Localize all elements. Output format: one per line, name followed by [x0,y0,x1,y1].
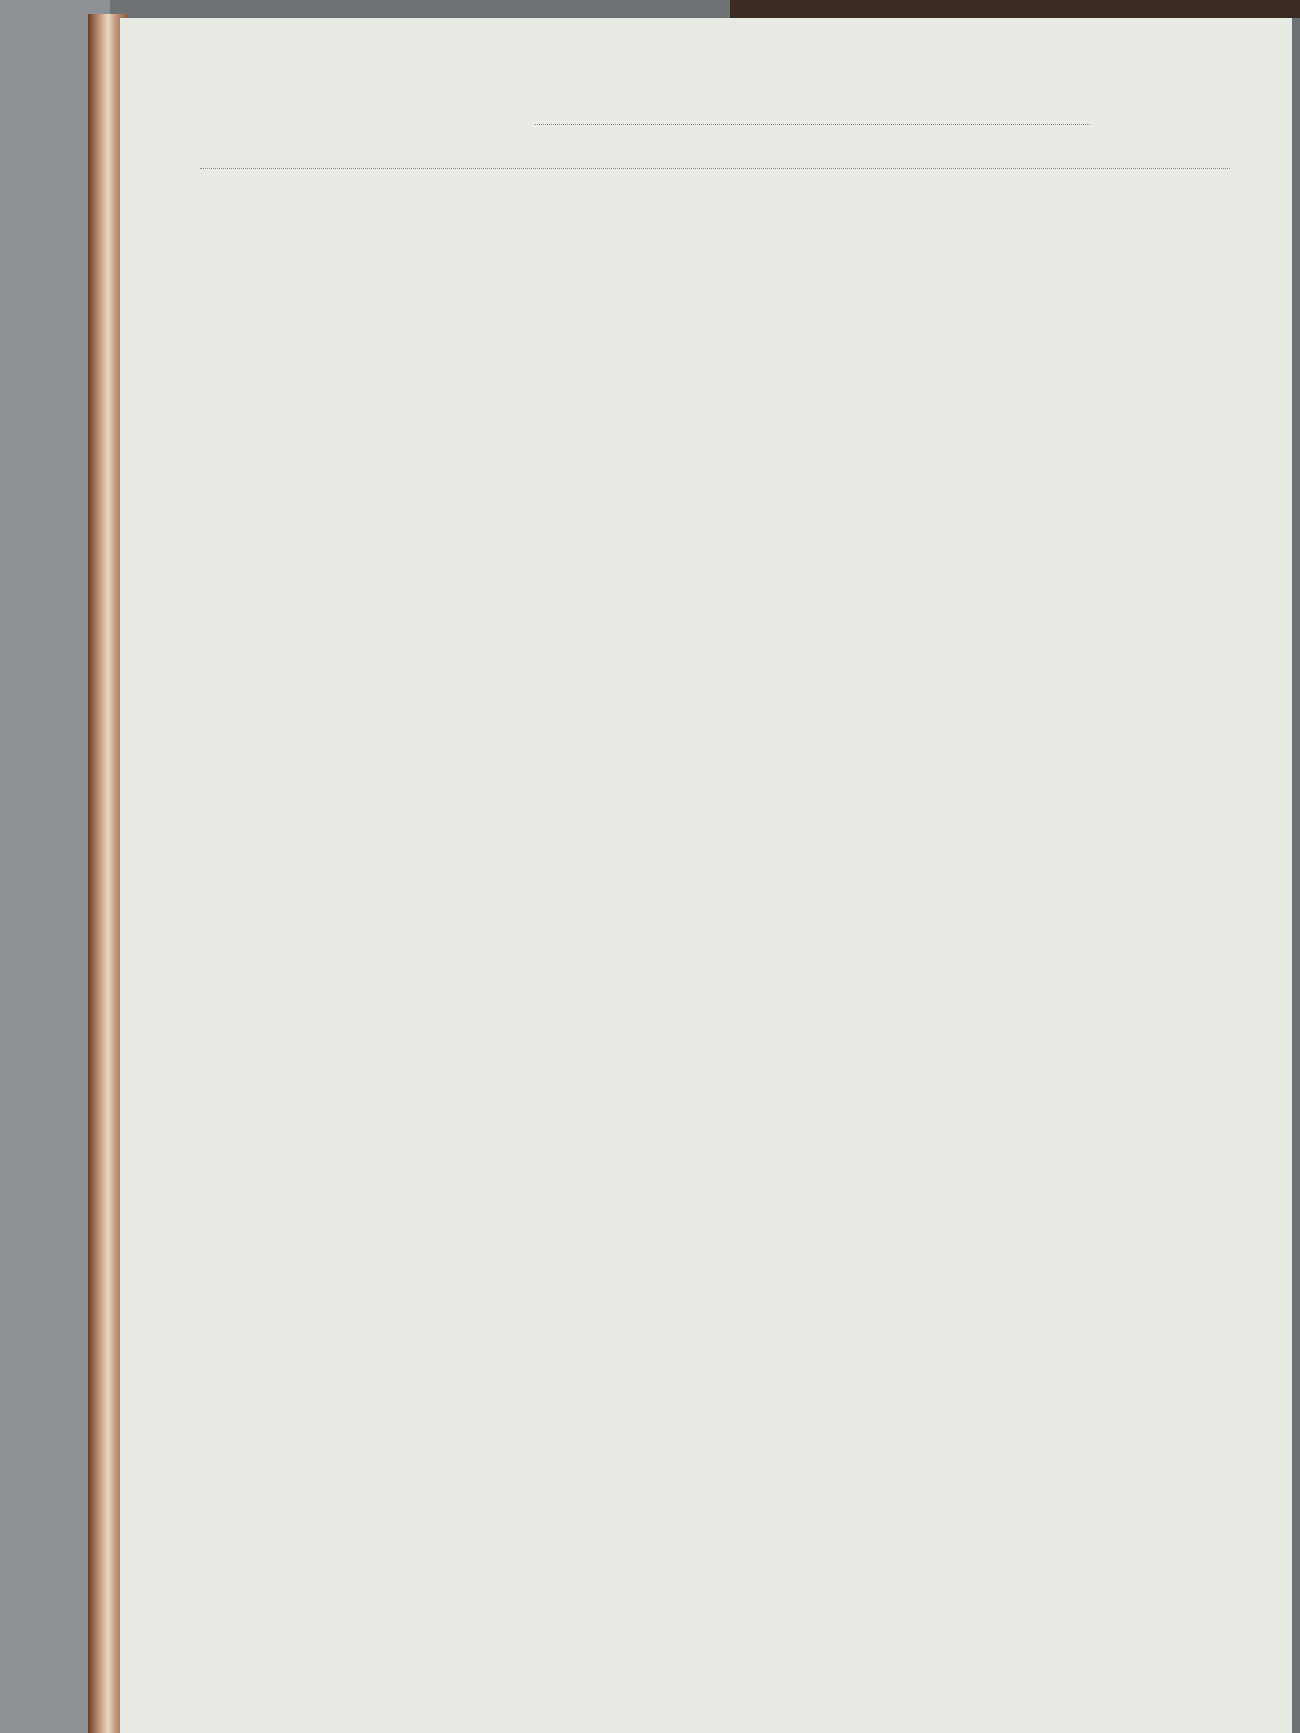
ship-name-line [535,124,1090,125]
log-page [120,18,1292,1733]
background-top-right [730,0,1300,18]
location-line [200,168,1230,169]
